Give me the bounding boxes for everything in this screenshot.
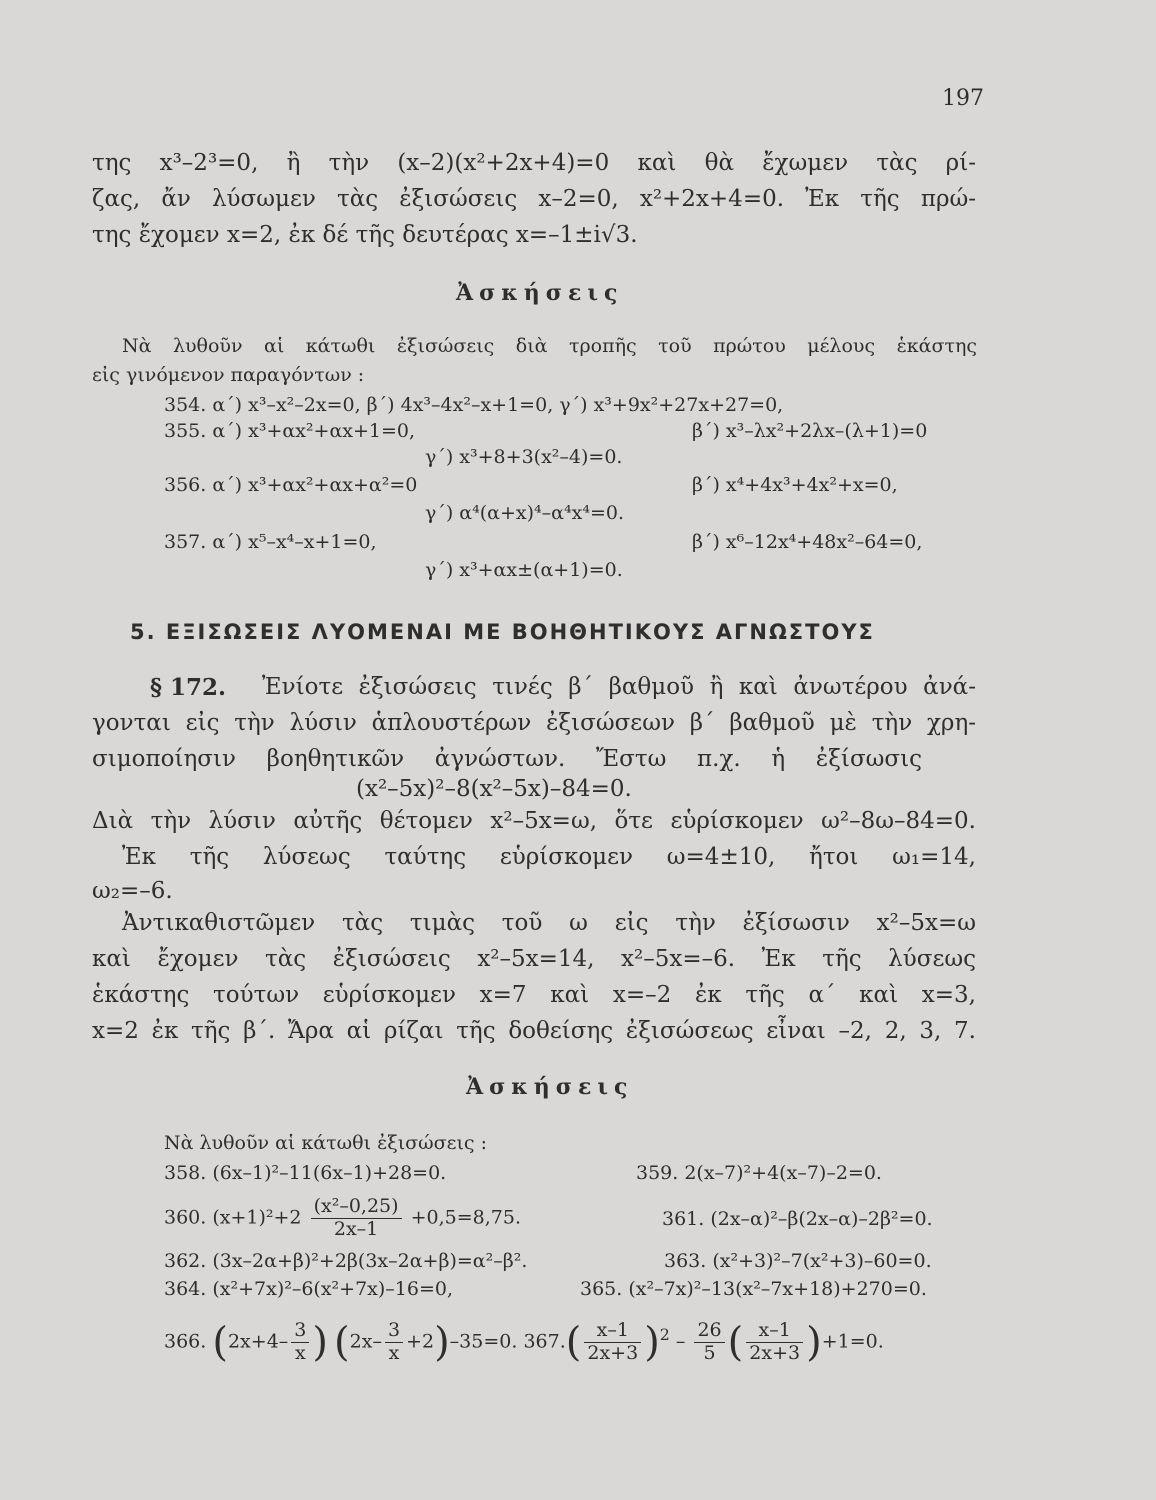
exercise-364: 364. (x²+7x)²–6(x²+7x)–16=0, [164, 1278, 454, 1300]
exercise-357a: 357. α΄) x⁵–x⁴–x+1=0, [164, 531, 377, 553]
paragraph-4-line-3: ἑκάστης τούτων εὑρίσκομεν x=7 καὶ x=–2 ἐκ τῆς α΄ καὶ x=3, [92, 982, 976, 1008]
fraction-denominator: x [388, 1341, 400, 1364]
exercise-358: 358. (6x–1)²–11(6x–1)+28=0. [164, 1162, 447, 1184]
fraction-numerator: x–1 [584, 1320, 641, 1343]
exercise-355a: 355. α΄) x³+αx²+αx+1=0, [164, 420, 416, 442]
intro-line-2: ζας, ἄν λύσωμεν τὰς ἐξισώσεις x–2=0, x²+2x+4=0. Ἐκ τῆς πρώ- [92, 186, 976, 212]
exercises-instruction-2: Νὰ λυθοῦν αἱ κάτωθι ἐξισώσεις : [164, 1132, 487, 1154]
section-number: § 172. [150, 674, 227, 701]
exercise-359: 359. 2(x–7)²+4(x–7)–2=0. [636, 1162, 882, 1184]
paragraph-4-line-1: Ἀντικαθιστῶμεν τὰς τιμὰς τοῦ ω εἰς τὴν ἐξίσωσιν x²–5x=ω [122, 910, 976, 936]
exercise-367-fraction-2 [694, 1320, 724, 1365]
fraction-numerator: 3 [385, 1320, 403, 1343]
section-heading: 5. ΕΞΙΣΩΣΕΙΣ ΛΥΟΜΕΝΑΙ ΜΕ ΒΟΗΘΗΤΙΚΟΥΣ ΑΓΝΩΣΤΟΥΣ [130, 620, 875, 644]
exercise-360-prefix: 360. (x+1)²+2 [164, 1206, 302, 1229]
exercise-356c: γ΄) α⁴(α+x)⁴–α⁴x⁴=0. [425, 502, 624, 524]
paren-close: ) [806, 1319, 822, 1366]
exercise-362: 362. (3x–2α+β)²+2β(3x–2α+β)=α²–β². [164, 1250, 528, 1272]
paren-open: ( [565, 1319, 582, 1366]
fraction-numerator: 3 [291, 1320, 309, 1343]
exercise-357b: β΄) x⁶–12x⁴+48x²–64=0, [692, 531, 923, 553]
exercise-361: 361. (2x–α)²–β(2x–α)–2β²=0. [662, 1208, 933, 1230]
fraction-denominator: 5 [703, 1341, 716, 1364]
paragraph-1-line-1: Ἐνίοτε ἐξισώσεις τινές β΄ βαθμοῦ ἢ καὶ ἀνωτέρου ἀνά- [262, 674, 976, 700]
fraction-denominator: 2x+3 [749, 1341, 801, 1364]
exercise-355b: β΄) x³–λx²+2λx–(λ+1)=0 [692, 420, 928, 442]
exponent: 2 [659, 1325, 670, 1345]
paren-open: ( [727, 1319, 744, 1366]
fraction-denominator: x [294, 1341, 306, 1364]
fraction-denominator: 2x+3 [587, 1341, 639, 1364]
exercise-366-term-c: +2 [406, 1330, 435, 1353]
paren-close: ) [434, 1319, 450, 1366]
exercise-367-fraction-3 [746, 1320, 803, 1365]
paragraph-1-line-3: σιμοποίησιν βοηθητικῶν ἀγνώστων. Ἔστω π.χ. ἡ ἐξίσωσις [92, 746, 922, 772]
exercise-366-term-a: 2x+4– [227, 1330, 289, 1353]
fraction-numerator: x–1 [746, 1320, 803, 1343]
paragraph-3-line-1: Ἐκ τῆς λύσεως ταύτης εὑρίσκομεν ω=4±10, ἤτοι ω₁=14, [122, 844, 976, 870]
exercise-366-end: –35=0. [449, 1330, 518, 1353]
exercise-366-label: 366. [164, 1330, 207, 1353]
fraction-numerator: 26 [694, 1320, 724, 1343]
exercises-title-2: Ἀσκήσεις [466, 1074, 634, 1100]
exercise-354: 354. α΄) x³–x²–2x=0, β΄) 4x³–4x²–x+1=0, γ΄) x³+9x²+27x+27=0, [164, 394, 784, 416]
paragraph-1-equation: (x²–5x)²–8(x²–5x)–84=0. [356, 776, 632, 802]
exercise-366-367 [164, 1320, 884, 1365]
paren-open: ( [212, 1319, 228, 1366]
exercise-363: 363. (x²+3)²–7(x²+3)–60=0. [664, 1250, 932, 1272]
exercise-365: 365. (x²–7x)²–13(x²–7x+18)+270=0. [580, 1278, 927, 1300]
exercise-367-end: +1=0. [821, 1330, 884, 1353]
intro-line-1: της x³–2³=0, ἢ τὴν (x–2)(x²+2x+4)=0 καὶ θὰ ἔχωμεν τὰς ρί- [92, 150, 976, 176]
exercises-instruction-1a: Νὰ λυθοῦν αἱ κάτωθι ἐξισώσεις διὰ τροπῆς τοῦ πρώτου μέλους ἑκάστης [122, 335, 977, 357]
paragraph-2: Διὰ τὴν λύσιν αὐτῆς θέτομεν x²–5x=ω, ὅτε εὑρίσκομεν ω²–8ω–84=0. [92, 808, 976, 834]
paragraph-4-line-2: καὶ ἔχομεν τὰς ἐξισώσεις x²–5x=14, x²–5x=–6. Ἐκ τῆς λύσεως [92, 946, 976, 972]
paragraph-label [150, 674, 226, 701]
minus-sign: – [675, 1330, 686, 1353]
exercise-356a: 356. α΄) x³+αx²+αx+α²=0 [164, 474, 418, 496]
paragraph-3-line-2: ω₂=–6. [92, 878, 173, 904]
exercise-360 [164, 1196, 521, 1241]
exercise-366-fraction-2 [385, 1320, 403, 1365]
exercise-357c: γ΄) x³+αx±(α+1)=0. [425, 559, 623, 581]
exercise-360-fraction [311, 1196, 402, 1241]
fraction-numerator: (x²–0,25) [311, 1196, 402, 1219]
exercise-356b: β΄) x⁴+4x³+4x²+x=0, [692, 474, 898, 496]
exercise-355c: γ΄) x³+8+3(x²–4)=0. [425, 446, 623, 468]
exercises-instruction-1b: εἰς γινόμενον παραγόντων : [92, 364, 365, 386]
page-number: 197 [942, 86, 984, 111]
exercise-366-term-b: 2x– [349, 1330, 382, 1353]
paragraph-4-line-4: x=2 ἐκ τῆς β΄. Ἄρα αἱ ρίζαι τῆς δοθείσης ἐξισώσεως εἶναι –2, 2, 3, 7. [92, 1018, 976, 1044]
paren-open: ( [334, 1319, 350, 1366]
paren-close: ) [644, 1319, 660, 1366]
exercise-366-fraction-1 [291, 1320, 309, 1365]
exercises-title-1: Ἀσκήσεις [456, 280, 624, 306]
fraction-denominator: 2x–1 [333, 1217, 379, 1240]
exercise-367-fraction-1 [584, 1320, 641, 1365]
exercise-367-label: 367. [523, 1330, 566, 1353]
paragraph-1-line-2: γονται εἰς τὴν λύσιν ἁπλουστέρων ἐξισώσεων β΄ βαθμοῦ μὲ τὴν χρη- [92, 710, 976, 736]
intro-line-3: της ἔχομεν x=2, ἐκ δέ τῆς δευτέρας x=–1±i√3. [92, 222, 638, 248]
paren-close: ) [312, 1319, 328, 1366]
exercise-360-suffix: +0,5=8,75. [410, 1206, 521, 1229]
